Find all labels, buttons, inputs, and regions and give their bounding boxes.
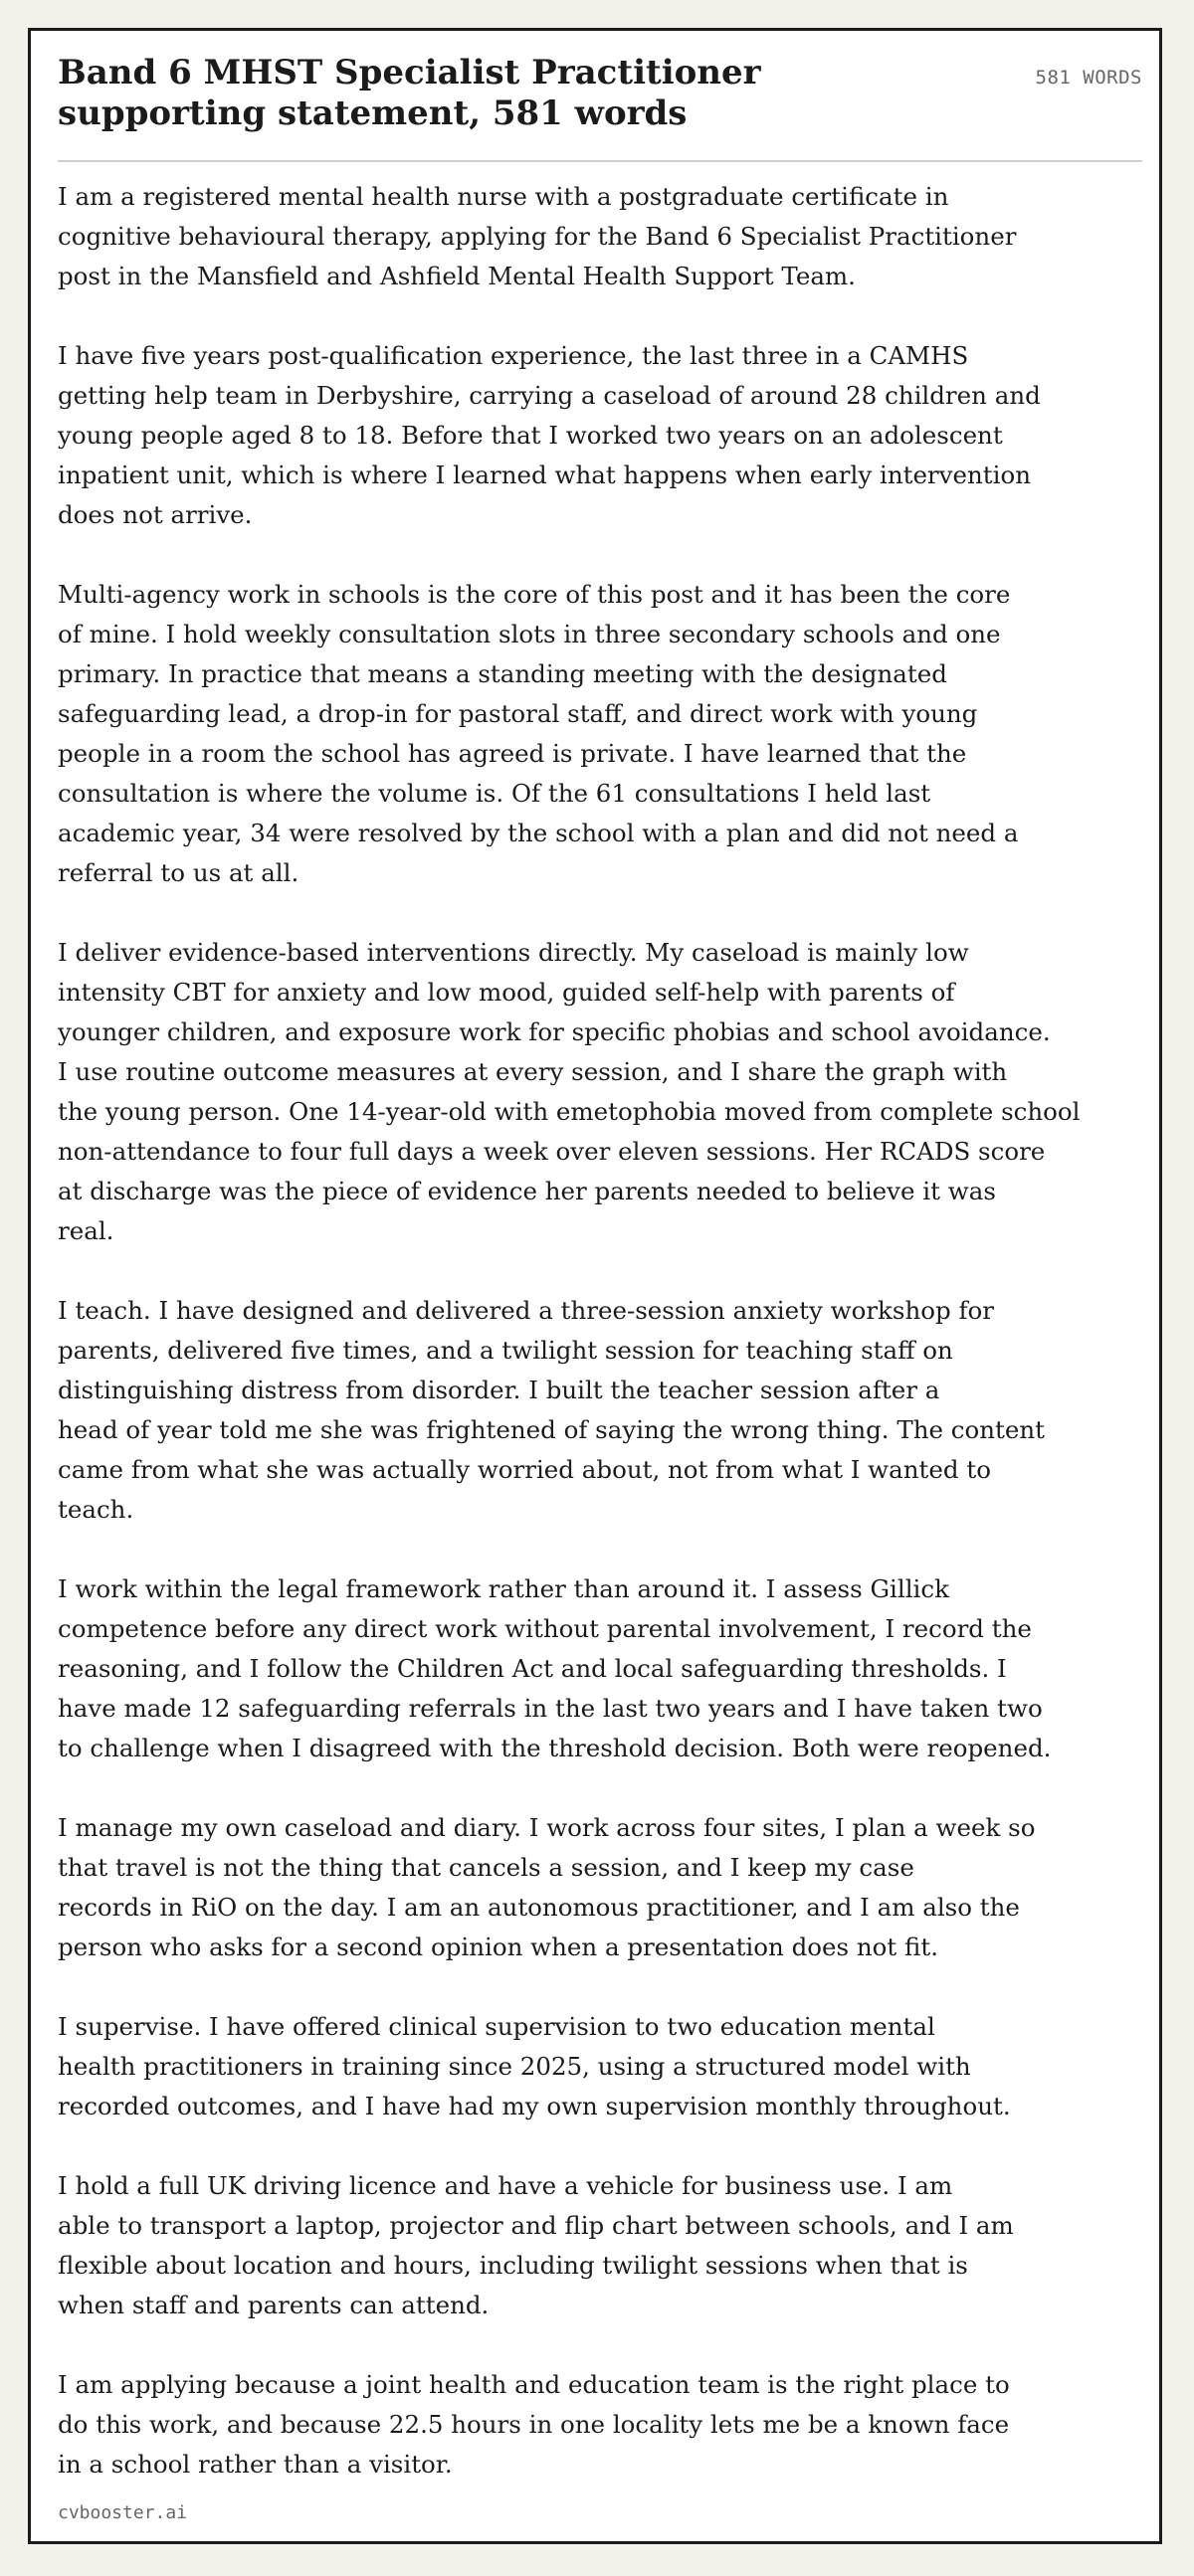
paragraph-3: Multi-agency work in schools is the core of this post and it has been the core of mine. I hold weekly consultation slots in three secondary schools and one primary. In practice that means a standing meeting with the designated safeguarding lead, a drop-in for pastoral staff, and direct work with young people in a room the school has agreed is private. I have learned that the consultation is where the volume is. Of the 61 consultations I held last academic year, 34 were resolved by the school with a plan and did not need a referral to us at all. (58, 580, 1019, 887)
document-header (58, 53, 1142, 162)
document-title: Band 6 MHST Specialist Practitioner supporting statement, 581 words (58, 53, 761, 133)
paragraph-6: I work within the legal framework rather than around it. I assess Gillick competence before any direct work without parental involvement, I record the reasoning, and I follow the Children Act and local safeguarding thresholds. I have made 12 safeguarding referrals in the last two years and I have taken two to challenge when I disagreed with the threshold decision. Both were reopened. (58, 1574, 1052, 1762)
paragraph-9: I hold a full UK driving licence and have a vehicle for business use. I am able to transport a laptop, projector and flip chart between schools, and I am flexible about location and hours, including twilight sessions when that is when staff and parents can attend. (58, 2171, 1014, 2319)
paragraph-7: I manage my own caseload and diary. I work across four sites, I plan a week so that travel is not the thing that cancels a session, and I keep my case records in RiO on the day. I am an autonomous practitioner, and I am also the person who asks for a second opinion when a presentation does not fit. (58, 1813, 1036, 1961)
word-count-badge: 581 WORDS (1035, 67, 1142, 89)
paragraph-5: I teach. I have designed and delivered a three-session anxiety workshop for parents, delivered five times, and a twilight session for teaching staff on distinguishing distress from disorder. I built the teacher session after a head of year told me she was frightened of saying the wrong thing. The content came from what she was actually worried about, not from what I wanted to teach. (58, 1296, 1046, 1524)
footer-brand: cvbooster.ai (58, 2502, 188, 2523)
paragraph-2: I have five years post-qualification experience, the last three in a CAMHS getting help team in Derbyshire, carrying a caseload of around 28 children and young people aged 8 to 18. Before that I worked two years on an adolescent inpatient unit, which is where I learned what happens when early intervention does not arrive. (58, 341, 1041, 529)
document-page (28, 28, 1162, 2544)
statement-body (58, 177, 1142, 2484)
paragraph-8: I supervise. I have offered clinical supervision to two education mental health practitioners in training since 2025, using a structured model with recorded outcomes, and I have had my own supervision monthly throughout. (58, 2012, 1011, 2120)
paragraph-10: I am applying because a joint health and education team is the right place to do this work, and because 22.5 hours in one locality lets me be a known face in a school rather than a visitor. (58, 2370, 1010, 2479)
paragraph-1: I am a registered mental health nurse with a postgraduate certificate in cognitive behavioural therapy, applying for the Band 6 Specialist Practitioner post in the Mansfield and Ashfield Mental Health Support Team. (58, 182, 1017, 290)
paragraph-4: I deliver evidence-based interventions directly. My caseload is mainly low intensity CBT for anxiety and low mood, guided self-help with parents of younger children, and exposure work for specific phobias and school avoidance. I use routine outcome measures at every session, and I share the graph with the young person. One 14-year-old with emetophobia moved from complete school non-attendance to four full days a week over eleven sessions. Her RCADS score at discharge was the piece of evidence her parents needed to believe it was real. (58, 938, 1081, 1245)
